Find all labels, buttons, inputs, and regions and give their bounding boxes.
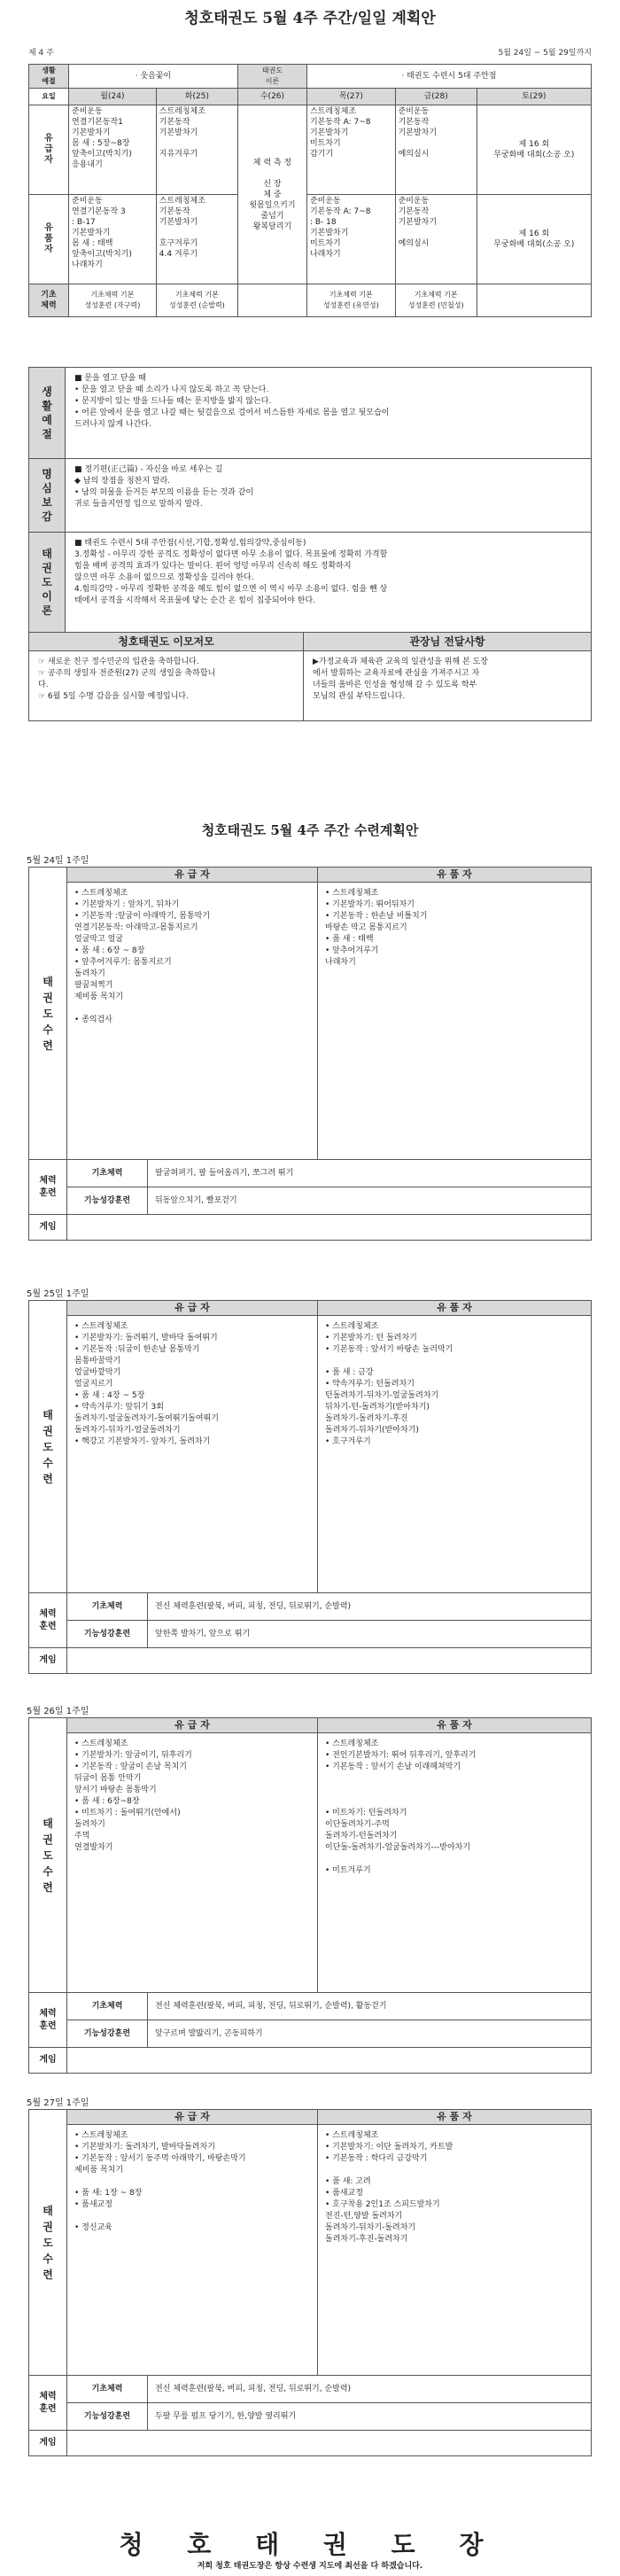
page-title: 청호태권도 5월 4주 주간/일일 계획안 — [184, 10, 436, 27]
yugeup-plan-text: • 스트레칭체조 • 기본발차기 : 앞차기, 뒤차기 • 기본동작 :앞굽이 아래막기, 몸통막기 연결기본동작: 아래막고-몸통지르기 얼굴막고 얼굴 • 품 새 : 6장 ~ 8장 • 앞추어겨루기: 몸통지르기 돌려차기 팔꿈쳐찍기 제비품 목치기 • 종의검사 — [67, 883, 318, 1160]
day-plan-table — [28, 867, 592, 1241]
col-header-yugeup: 유 급 자 — [67, 1718, 318, 1733]
fitness-text: 팔굽혀펴기, 팔 들어올리기, 쪼그려 뛰기 — [148, 1160, 592, 1187]
fitness-text: 전신 체력훈련(팔북, 버피, 피칭, 전딩, 뒤로뛰기, 순발력) — [148, 1593, 592, 1621]
side-label-taekwondo: 태 권 도 수 련 — [29, 2110, 67, 2376]
basic-fitness-label: 기초체력 — [67, 1593, 148, 1621]
col-header-yupum: 유 품 자 — [318, 868, 592, 883]
memo-title: 청호태권도 이모저모 — [29, 633, 304, 651]
day-header: 토(29) — [477, 89, 591, 105]
taekwondo-theory-label: 태권도 이론 — [237, 65, 306, 89]
director-title: 관장님 전달사항 — [304, 633, 592, 651]
myeongsim-side-label: 명 심 보 감 — [29, 459, 66, 533]
side-label-game: 게임 — [29, 1648, 67, 1674]
etiquette-body: ■ 문을 열고 닫을 때 • 문을 열고 닫을 때 소리가 나지 않도록 하고 꼭 닫는다. • 문지방이 있는 방을 드나들 때는 문지방을 밟지 않는다. • 어른 앞에서 문을 열고 나갈 때는 뒷걸음으로 걸어서 비스듬한 자세로 몸을 열고 뒷모습이 드러나지 않게 나간다. — [66, 368, 592, 459]
schedule-cell: 제 16 회 무궁화배 대회(소공 오) — [477, 105, 591, 195]
basic-fitness-cell — [237, 284, 306, 317]
yugeup-plan-text: • 스트레칭체조 • 기본발차기: 돌려차기, 발바닥돌려차기 • 기본동작 : 앞서기 동주먹 아래막기, 바탕손막기 제비품 목치기 • 품 새: 1장 ~ 8장 • 품새교정 • 정신교육 — [67, 2125, 318, 2376]
schedule-cell: 준비운동 연결기본동작1 기본발차기 몸 새 : 5장~8장 앞축이고(박치기) 응용내기 — [69, 105, 157, 195]
theory-side-label: 태 권 도 이 론 — [29, 533, 66, 633]
agility-label: 기능성강훈련 — [67, 2020, 148, 2048]
side-label-taekwondo: 태 권 도 수 련 — [29, 868, 67, 1160]
yupum-plan-text: • 스트레칭체조 • 기본발차기: 이단 돌려차기, 카트발 • 기본동작 : 학다리 금강막기 • 품 새: 고려 • 품새교정 • 호구착용 2인1조 스피드발차기 전진-턴,양발 돌려차기 돌려차기-뒤차기-돌려차기 돌려차기-후진-돌려차기 — [318, 2125, 592, 2376]
fitness-test-cell: 체 력 측 정 신 장 체 중 윗몸일으키기 줄넘기 왕복달리기 — [237, 105, 306, 284]
schedule-cell: 준비운동 기본동작 기본발차기 예의실시 — [395, 195, 477, 284]
yugeup-plan-text: • 스트레칭체조 • 기본발차기: 앞굽이기, 뒤후리기 • 기본동작 : 앞굽이 손날 목치기 뒤굽이 몸통 안막기 앞서기 바탕손 몸통막기 • 품 새 : 6장~8장 • 미트차기 : 돌여뛰기(안에서) 돌려차기 주먹 연결발차기 — [67, 1733, 318, 1993]
agility-text: 앞한쪽 발차기, 앞으로 뛰기 — [148, 1621, 592, 1648]
row-label-basic-fitness: 기초 체력 — [29, 284, 69, 317]
day-plan-date: 5월 25일 1주일 — [27, 1289, 89, 1299]
basic-fitness-label: 기초체력 — [67, 1160, 148, 1187]
day-plan-date: 5월 26일 1주일 — [27, 1707, 89, 1716]
basic-fitness-cell — [477, 284, 591, 317]
day-header: 화(25) — [156, 89, 237, 105]
side-label-taekwondo: 태 권 도 수 련 — [29, 1718, 67, 1993]
schedule-cell: 준비운동 기본동작 기본발차기 예의실시 — [395, 105, 477, 195]
side-label-game: 게임 — [29, 1215, 67, 1241]
myeongsim-body: ■ 정기편(正己篇) - 자신을 바로 세우는 길 ◆ 남의 장점을 칭찬지 말라. • 남의 허물을 듣거든 부모의 이름을 듣는 것과 같이 귀로 들을지언정 입으로 말하지 말라. — [66, 459, 592, 533]
day-plan-date: 5월 27일 1주일 — [27, 2098, 89, 2108]
day-plan-table — [28, 1717, 592, 2074]
memo-text: ☞ 새로운 친구 정수민군의 입관을 축하합니다. ☞ 공주의 생일자 전준원(27) 군의 생일을 축하합니 다. ☞ 6월 5일 수명 감음을 실시할 예정입니다. — [29, 651, 304, 721]
game-text — [67, 1648, 592, 1674]
col-header-yugeup: 유 급 자 — [67, 868, 318, 883]
side-label-taekwondo: 태 권 도 수 련 — [29, 1301, 67, 1593]
day-plan-table — [28, 2109, 592, 2456]
yupum-plan-text: • 스트레칭체조 • 전인기본발차기: 뛰어 뒤후리기, 앞후리기 • 기본동작 : 앞서기 손날 이래헤쳐막기 • 미트차기: 턴돌려차기 이단돌려차기-주먹 돌려차기-턴돌려차기 이단돌-돌려차기-얼굴돌려차기---받아차기 • 미트겨루기 — [318, 1733, 592, 1993]
basic-fitness-label: 기초체력 — [67, 1993, 148, 2020]
date-range: 5월 24일 ~ 5월 29일까지 — [498, 49, 592, 58]
game-text — [67, 1215, 592, 1241]
fitness-text: 전신 체력훈련(팔북, 버피, 피칭, 전딩, 뒤로뛰기, 순발력), 활동걷기 — [148, 1993, 592, 2020]
game-text — [67, 2048, 592, 2074]
footer-title: 청 호 태 권 도 장 — [119, 2530, 501, 2559]
yugeup-plan-text: • 스트레칭체조 • 기본발차기: 돌려뛰기, 발바닥 돌여뛰기 • 기본동작 :뒤굽이 한손날 몸통막기 몸통바꿀막기 얼굴바깥막기 얼굴지르기 • 품 새 : 4장 ~ 5장 • 약속겨루기: 앞뒤기 3회 돌려차기-얼굴돌려차기-돌여뛰기돌여뛰기 돌려차기-뒤차기-얼굴돌려차기 • 핵강고 기본발차기- 앞차기, 돌려차기 — [67, 1316, 318, 1593]
agility-label: 기능성강훈련 — [67, 1621, 148, 1648]
side-label-game: 게임 — [29, 2048, 67, 2074]
basic-fitness-cell: 기초체력 기본 성성훈련 (민첩성) — [395, 284, 477, 317]
fitness-text: 전신 체력훈련(팔북, 버피, 피칭, 전딩, 뒤로뛰기, 순발력) — [148, 2376, 592, 2403]
schedule-cell: 스트레칭체조 기본동작 기본발차기 지유겨루기 — [156, 105, 237, 195]
day-header: 월(24) — [69, 89, 157, 105]
side-label-fitness: 체력 훈련 — [29, 1593, 67, 1648]
day-header: 금(28) — [395, 89, 477, 105]
week-label: 제 4 주 — [28, 49, 54, 58]
taekwondo-theory-value: · 태권도 수련시 5대 주안점 — [306, 65, 591, 89]
game-text — [67, 2431, 592, 2456]
row-label-yupum: 유 품 자 — [29, 195, 69, 284]
basic-fitness-label: 기초체력 — [67, 2376, 148, 2403]
day-column-label: 요일 — [29, 89, 69, 105]
day-header: 목(27) — [306, 89, 395, 105]
schedule-cell: 준비운동 기본동작 A: 7~8 : B- 18 기본발차기 미트차기 나래차기 — [306, 195, 395, 284]
basic-fitness-cell: 기초체력 기본 성성훈련 (순발력) — [156, 284, 237, 317]
col-header-yupum: 유 품 자 — [318, 2110, 592, 2125]
agility-text: 뒤동앞으치기, 빨포걷기 — [148, 1187, 592, 1215]
col-header-yugeup: 유 급 자 — [67, 2110, 318, 2125]
col-header-yugeup: 유 급 자 — [67, 1301, 318, 1316]
day-plan-table — [28, 1300, 592, 1674]
day-header: 수(26) — [237, 89, 306, 105]
basic-fitness-cell: 기초체력 기본 성성훈련 (자구력) — [69, 284, 157, 317]
theory-body: ■ 태권도 수련시 5대 주안점(시선,기합,정확성,힘의강약,중심이동) 3.정확성 - 아무리 강한 공격도 정확성이 없다면 아무 소용이 없다. 목표물에 정확히 가격할 힘을 배며 공격의 효과가 있다는 말이다. 왼어 엉덩 아무리 신속히 해도 정확하지 않으면 아무 소용이 없으므로 정확성을 길러야 한다. 4.힘의강약 - 아무리 정확한 공격을 해도 힘이 없으면 이 역시 아무 소용이 없다. 힘을 뺀 상 태에서 공격을 시작해서 목표물에 닿는 순간 온 힘이 집중되어야 한다. — [66, 533, 592, 633]
agility-text: 두팔 무릎 펌프 당기기, 한,양발 옆리뛰기 — [148, 2403, 592, 2431]
director-text: ▶가정교육과 체육관 교육의 일관성을 위해 본 도장 에서 발휘하는 교육자료에 관심을 가져주시고 자 녀들의 올바른 인성을 형성해 갈 수 있도록 학부 모님의 관심 부탁드립니다. — [304, 651, 592, 721]
etiquette-label: 생활 예절 — [29, 65, 69, 89]
row-label-yugeup: 유 급 자 — [29, 105, 69, 195]
basic-fitness-cell: 기초체력 기본 성성훈련 (유연성) — [306, 284, 395, 317]
yupum-plan-text: • 스트레칭체조 • 기본발차기: 턴 돌려차기 • 기본동작 : 앞서기 바탕손 눌러막기 • 품 새 : 금강 • 약속겨루기: 턴돌려차기 턴돌려차기-뒤차기-얼굴돌려차기 뒤차기-턴-돌려차기(받아차기) 돌려차기-돌려차기-후진 돌려차기-뒤차기(받아차기) • 호구겨루기 — [318, 1316, 592, 1593]
schedule-cell: 스트레칭체조 기본동작 기본발차기 호구겨루기 4.4 겨루기 — [156, 195, 237, 284]
agility-label: 기능성강훈련 — [67, 1187, 148, 1215]
schedule-cell: 준비운동 연결기본동작 3 : B-17 기본발차기 몸 새 : 태백 앞축이고(박치기) 나래차기 — [69, 195, 157, 284]
side-label-fitness: 체력 훈련 — [29, 1993, 67, 2048]
day-plan-date: 5월 24일 1주일 — [27, 856, 89, 866]
etiquette-value: · 웃음꽃이 — [69, 65, 238, 89]
col-header-yupum: 유 품 자 — [318, 1301, 592, 1316]
footer-subtitle: 저희 청호 태권도장은 항상 수련생 지도에 최선을 다 하겠습니다. — [197, 2562, 423, 2571]
etiquette-side-label: 생 활 예 절 — [29, 368, 66, 459]
side-label-game: 게임 — [29, 2431, 67, 2456]
agility-label: 기능성강훈련 — [67, 2403, 148, 2431]
yupum-plan-text: • 스트레칭체조 • 기본발차기: 뛰어뒤차기 • 기본동작 : 한손날 비틀치기 바탕손 막고 몸통지르기 • 품 새 : 태백 • 앞추어겨루기 나래차기 — [318, 883, 592, 1160]
agility-text: 앞구르며 발밟리기, 곤동피하기 — [148, 2020, 592, 2048]
schedule-cell: 제 16 회 무궁화배 대회(소공 오) — [477, 195, 591, 284]
side-label-fitness: 체력 훈련 — [29, 2376, 67, 2431]
side-label-fitness: 체력 훈련 — [29, 1160, 67, 1215]
weekly-schedule-table — [28, 64, 592, 317]
info-table — [28, 367, 592, 721]
col-header-yupum: 유 품 자 — [318, 1718, 592, 1733]
plan-title: 청호태권도 5월 4주 주간 수련계획안 — [201, 822, 419, 838]
schedule-cell: 스트레칭체조 기본동작 A: 7~8 기본발차기 미트차기 감기기 — [306, 105, 395, 195]
